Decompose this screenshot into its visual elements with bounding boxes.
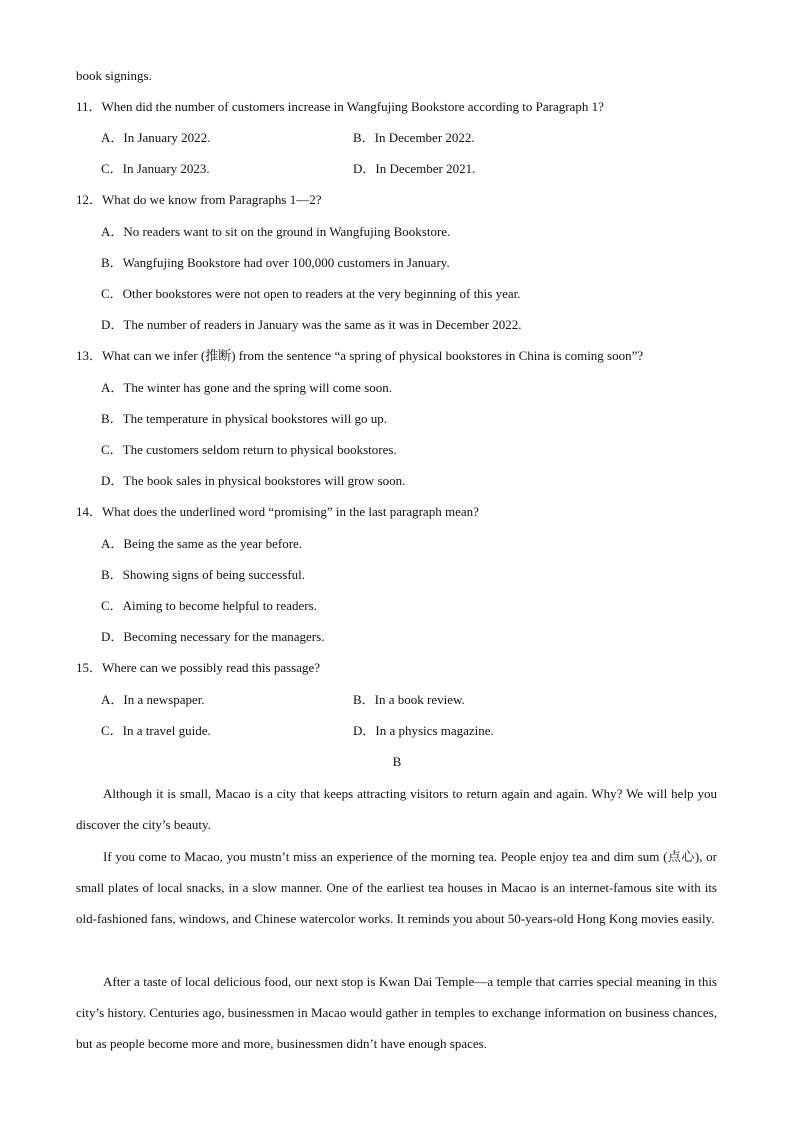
passage-paragraph-2-text: If you come to Macao, you mustn’t miss an experience of the morning tea. People enjoy tea and dim sum (点心), or small plates of local snacks, in a slow manner. One of the earliest tea houses in Macao is an internet-famous site with its old-fashioned fans, windows, and Chinese watercolor works. It reminds you about 50-years-old Hong Kong movies easily.: [76, 849, 717, 927]
question-14-stem: 14．What does the underlined word “promising” in the last paragraph mean?: [76, 504, 479, 519]
q13-option-d[interactable]: D．The book sales in physical bookstores will grow soon.: [101, 473, 406, 488]
question-15-stem: 15．Where can we possibly read this passage?: [76, 660, 321, 675]
q15-option-a[interactable]: A．In a newspaper.: [101, 692, 205, 707]
q14-option-c[interactable]: C．Aiming to become helpful to readers.: [101, 598, 317, 613]
q14-option-d[interactable]: D．Becoming necessary for the managers.: [101, 629, 325, 644]
q14-option-a[interactable]: A．Being the same as the year before.: [101, 536, 303, 551]
passage-paragraph-1: [76, 778, 717, 840]
question-12-stem: 12．What do we know from Paragraphs 1—2?: [76, 192, 322, 207]
q15-option-c[interactable]: C．In a travel guide.: [101, 723, 211, 738]
q12-option-b[interactable]: B．Wangfujing Bookstore had over 100,000 customers in January.: [101, 255, 450, 270]
question-13-stem: 13．What can we infer (推断) from the sentence “a spring of physical bookstores in China is coming soon”?: [76, 348, 644, 363]
question-11-stem: 11．When did the number of customers increase in Wangfujing Bookstore according to Paragraph 1?: [76, 99, 604, 114]
passage-paragraph-3: [76, 966, 717, 1060]
q11-option-a[interactable]: A．In January 2022.: [101, 130, 211, 145]
section-label: B: [392, 754, 402, 769]
q12-option-c[interactable]: C．Other bookstores were not open to readers at the very beginning of this year.: [101, 286, 521, 301]
passage-paragraph-3-text: After a taste of local delicious food, our next stop is Kwan Dai Temple—a temple that carries special meaning in this city’s history. Centuries ago, businessmen in Macao would gather in temples to exchange information on business chances, but as people become more and more, businessmen didn’t have enough spaces.: [76, 974, 717, 1052]
q13-option-c[interactable]: C．The customers seldom return to physical bookstores.: [101, 442, 397, 457]
passage-paragraph-2: [76, 841, 717, 935]
q11-option-c[interactable]: C．In January 2023.: [101, 161, 210, 176]
q13-option-a[interactable]: A．The winter has gone and the spring will come soon.: [101, 380, 392, 395]
passage-paragraph-1-text: Although it is small, Macao is a city that keeps attracting visitors to return again and again. Why? We will help you discover the city’s beauty.: [76, 786, 717, 833]
q14-option-b[interactable]: B．Showing signs of being successful.: [101, 567, 306, 582]
q15-option-d[interactable]: D．In a physics magazine.: [353, 723, 494, 738]
q15-option-b[interactable]: B．In a book review.: [353, 692, 465, 707]
q12-option-d[interactable]: D．The number of readers in January was the same as it was in December 2022.: [101, 317, 522, 332]
q13-option-b[interactable]: B．The temperature in physical bookstores will go up.: [101, 411, 387, 426]
lead-text: book signings.: [76, 68, 152, 83]
q11-option-d[interactable]: D．In December 2021.: [353, 161, 476, 176]
q12-option-a[interactable]: A．No readers want to sit on the ground in Wangfujing Bookstore.: [101, 224, 451, 239]
q11-option-b[interactable]: B．In December 2022.: [353, 130, 475, 145]
